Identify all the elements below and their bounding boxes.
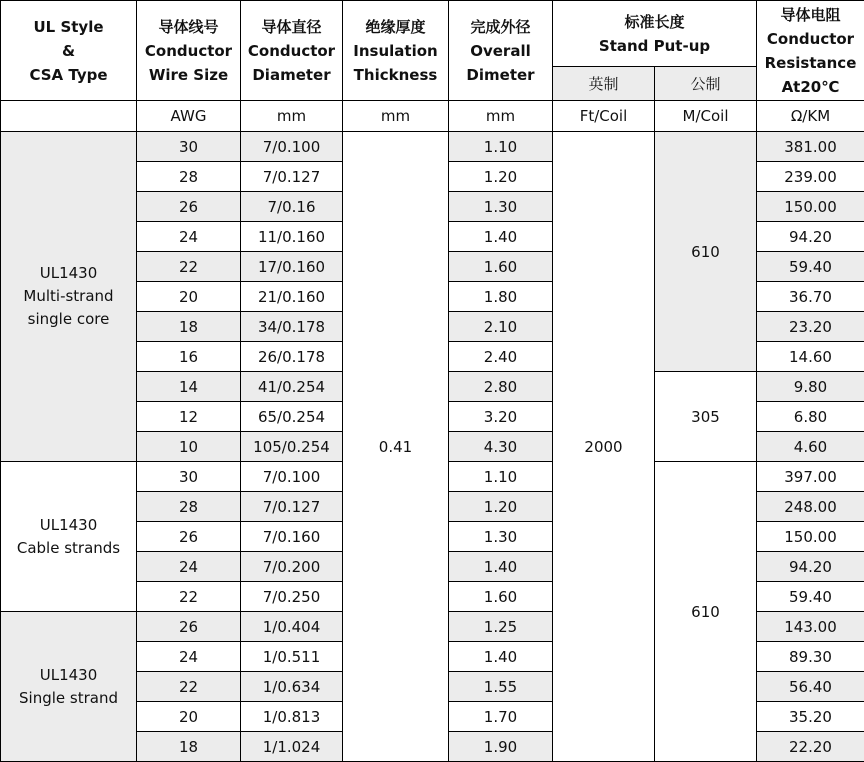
awg-cell: 28 — [137, 492, 241, 522]
group-label-cable-strands: UL1430 Cable strands — [1, 462, 137, 612]
unit-diameter: mm — [241, 101, 343, 132]
diameter-cell: 7/0.127 — [241, 162, 343, 192]
awg-cell: 30 — [137, 462, 241, 492]
header-wire-size: 导体线号 Conductor Wire Size — [137, 1, 241, 101]
unit-resistance: Ω/KM — [757, 101, 864, 132]
diameter-cell: 7/0.16 — [241, 192, 343, 222]
resistance-cell: 56.40 — [757, 672, 864, 702]
resistance-cell: 143.00 — [757, 612, 864, 642]
overall-cell: 1.30 — [449, 192, 553, 222]
resistance-cell: 36.70 — [757, 282, 864, 312]
resistance-cell: 4.60 — [757, 432, 864, 462]
m-coil-merged-cell-610-lower: 610 — [655, 462, 757, 762]
overall-cell: 1.60 — [449, 582, 553, 612]
unit-ft-coil: Ft/Coil — [553, 101, 655, 132]
diameter-cell: 11/0.160 — [241, 222, 343, 252]
header-imperial: 英制 — [553, 67, 655, 101]
overall-cell: 1.80 — [449, 282, 553, 312]
ft-coil-merged-cell: 2000 — [553, 132, 655, 762]
awg-cell: 26 — [137, 522, 241, 552]
resistance-cell: 94.20 — [757, 222, 864, 252]
resistance-cell: 9.80 — [757, 372, 864, 402]
table-header — [1, 1, 864, 132]
units-row — [1, 101, 864, 132]
overall-cell: 1.40 — [449, 552, 553, 582]
diameter-cell: 41/0.254 — [241, 372, 343, 402]
diameter-cell: 1/0.634 — [241, 672, 343, 702]
resistance-cell: 397.00 — [757, 462, 864, 492]
resistance-cell: 23.20 — [757, 312, 864, 342]
overall-cell: 1.55 — [449, 672, 553, 702]
resistance-cell: 239.00 — [757, 162, 864, 192]
unit-overall: mm — [449, 101, 553, 132]
diameter-cell: 1/0.511 — [241, 642, 343, 672]
awg-cell: 20 — [137, 282, 241, 312]
awg-cell: 22 — [137, 672, 241, 702]
awg-cell: 22 — [137, 252, 241, 282]
header-diameter: 导体直径 Conductor Diameter — [241, 1, 343, 101]
resistance-cell: 59.40 — [757, 252, 864, 282]
unit-m-coil: M/Coil — [655, 101, 757, 132]
header-resistance: 导体电阻 Conductor Resistance At20℃ — [757, 1, 864, 101]
unit-awg: AWG — [137, 101, 241, 132]
group-label-single-strand: UL1430 Single strand — [1, 612, 137, 762]
resistance-cell: 59.40 — [757, 582, 864, 612]
awg-cell: 26 — [137, 192, 241, 222]
overall-cell: 2.40 — [449, 342, 553, 372]
diameter-cell: 7/0.127 — [241, 492, 343, 522]
awg-cell: 30 — [137, 132, 241, 162]
awg-cell: 10 — [137, 432, 241, 462]
awg-cell: 24 — [137, 552, 241, 582]
insulation-merged-cell: 0.41 — [343, 132, 449, 762]
overall-cell: 2.10 — [449, 312, 553, 342]
diameter-cell: 1/1.024 — [241, 732, 343, 762]
resistance-cell: 22.20 — [757, 732, 864, 762]
overall-cell: 1.60 — [449, 252, 553, 282]
resistance-cell: 89.30 — [757, 642, 864, 672]
header-style: UL Style & CSA Type — [1, 1, 137, 101]
resistance-cell: 381.00 — [757, 132, 864, 162]
diameter-cell: 65/0.254 — [241, 402, 343, 432]
overall-cell: 1.20 — [449, 492, 553, 522]
diameter-cell: 1/0.404 — [241, 612, 343, 642]
m-coil-merged-cell-610: 610 — [655, 132, 757, 372]
diameter-cell: 21/0.160 — [241, 282, 343, 312]
resistance-cell: 248.00 — [757, 492, 864, 522]
resistance-cell: 35.20 — [757, 702, 864, 732]
diameter-cell: 17/0.160 — [241, 252, 343, 282]
awg-cell: 20 — [137, 702, 241, 732]
resistance-cell: 150.00 — [757, 192, 864, 222]
overall-cell: 2.80 — [449, 372, 553, 402]
header-standard-length: 标准长度 Stand Put-up — [553, 1, 757, 67]
overall-cell: 1.20 — [449, 162, 553, 192]
awg-cell: 12 — [137, 402, 241, 432]
unit-insulation: mm — [343, 101, 449, 132]
header-overall: 完成外径 Overall Dimeter — [449, 1, 553, 101]
awg-cell: 26 — [137, 612, 241, 642]
diameter-cell: 105/0.254 — [241, 432, 343, 462]
overall-cell: 1.10 — [449, 132, 553, 162]
awg-cell: 24 — [137, 642, 241, 672]
group-label-multi-strand: UL1430 Multi-strand single core — [1, 132, 137, 462]
awg-cell: 22 — [137, 582, 241, 612]
overall-cell: 1.40 — [449, 222, 553, 252]
table-body — [1, 132, 864, 762]
overall-cell: 1.30 — [449, 522, 553, 552]
awg-cell: 16 — [137, 342, 241, 372]
table-row — [1, 132, 864, 162]
overall-cell: 1.25 — [449, 612, 553, 642]
header-metric: 公制 — [655, 67, 757, 101]
resistance-cell: 150.00 — [757, 522, 864, 552]
diameter-cell: 7/0.200 — [241, 552, 343, 582]
resistance-cell: 94.20 — [757, 552, 864, 582]
awg-cell: 18 — [137, 732, 241, 762]
diameter-cell: 34/0.178 — [241, 312, 343, 342]
diameter-cell: 7/0.160 — [241, 522, 343, 552]
overall-cell: 4.30 — [449, 432, 553, 462]
overall-cell: 1.10 — [449, 462, 553, 492]
overall-cell: 1.70 — [449, 702, 553, 732]
header-insulation: 绝缘厚度 Insulation Thickness — [343, 1, 449, 101]
diameter-cell: 7/0.250 — [241, 582, 343, 612]
resistance-cell: 6.80 — [757, 402, 864, 432]
m-coil-merged-cell-305: 305 — [655, 372, 757, 462]
diameter-cell: 26/0.178 — [241, 342, 343, 372]
resistance-cell: 14.60 — [757, 342, 864, 372]
diameter-cell: 7/0.100 — [241, 462, 343, 492]
overall-cell: 1.90 — [449, 732, 553, 762]
awg-cell: 18 — [137, 312, 241, 342]
awg-cell: 24 — [137, 222, 241, 252]
diameter-cell: 1/0.813 — [241, 702, 343, 732]
overall-cell: 3.20 — [449, 402, 553, 432]
awg-cell: 28 — [137, 162, 241, 192]
overall-cell: 1.40 — [449, 642, 553, 672]
diameter-cell: 7/0.100 — [241, 132, 343, 162]
awg-cell: 14 — [137, 372, 241, 402]
